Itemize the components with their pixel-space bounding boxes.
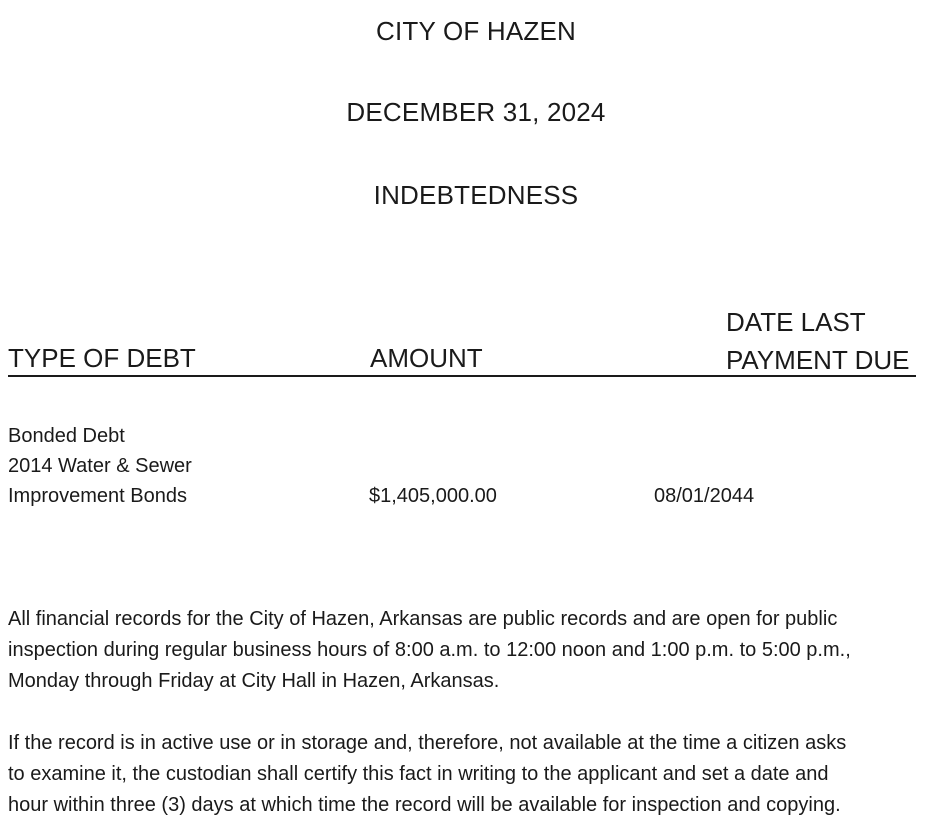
column-header-date-last-payment-due — [726, 303, 909, 379]
column-header-date-line-1: DATE LAST — [726, 307, 866, 337]
debt-due-date-cell: 08/01/2044 — [654, 485, 755, 507]
report-title-heading: INDEBTEDNESS — [373, 180, 579, 210]
paragraph-line: All financial records for the City of Hazen, Arkansas are public records and are open for public — [8, 608, 838, 630]
debt-type-line: Bonded Debt — [8, 425, 125, 447]
debt-type-line: 2014 Water & Sewer — [8, 455, 192, 477]
paragraph-line: inspection during regular business hours of 8:00 a.m. to 12:00 noon and 1:00 p.m. to 5:00 p.m., — [8, 639, 851, 661]
paragraph-line: If the record is in active use or in storage and, therefore, not available at the time a citizen asks — [8, 732, 847, 754]
public-records-paragraph — [8, 604, 936, 697]
debt-amount-cell: $1,405,000.00 — [369, 485, 497, 507]
paragraph-line: Monday through Friday at City Hall in Hazen, Arkansas. — [8, 670, 500, 692]
header-underline-rule — [8, 375, 916, 377]
column-header-amount: AMOUNT — [370, 343, 483, 373]
paragraph-line: to examine it, the custodian shall certify this fact in writing to the applicant and set a date and — [8, 763, 829, 785]
column-header-type-of-debt: TYPE OF DEBT — [8, 343, 196, 373]
column-header-date-line-2: PAYMENT DUE — [726, 345, 910, 375]
debt-type-line: Improvement Bonds — [8, 485, 187, 507]
records-availability-paragraph — [8, 728, 936, 821]
entity-heading: CITY OF HAZEN — [375, 16, 577, 46]
paragraph-line: hour within three (3) days at which time the record will be available for inspection and copying. — [8, 794, 841, 816]
debt-type-cell — [8, 421, 192, 511]
report-date-heading: DECEMBER 31, 2024 — [346, 97, 606, 127]
